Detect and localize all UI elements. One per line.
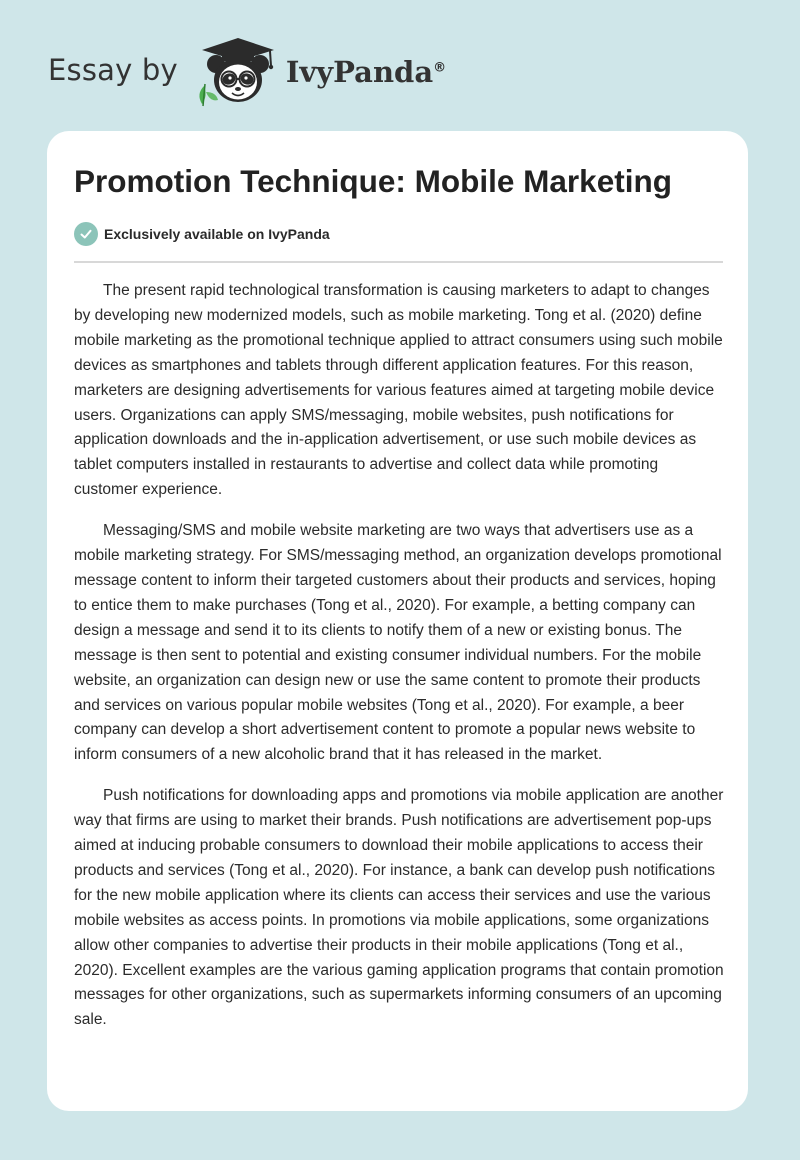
trademark-symbol: ® — [433, 60, 447, 76]
title-divider — [74, 261, 723, 263]
paragraph: Messaging/SMS and mobile website marketing are two ways that advertisers use as a mobile marketing strategy. For SMS/messaging method, an organization develops promotional message content to inform their targeted customers about their products and services, hoping to entice them to make purchases (Tong et al., 2020). For example, a betting company can design a message and send it to its clients to notify them of a new or existing bonus. The message is then sent to potential and existing consumer individual numbers. For the mobile website, an organization can design new or use the same content to promote their products and services on various popular mobile websites (Tong et al., 2020). For example, a beer company can develop a short advertisement content to promote a popular news website to inform consumers of a new alcoholic brand that it has released in the market. — [74, 522, 722, 764]
exclusive-label: Exclusively available on IvyPanda — [104, 226, 330, 242]
essay-card — [47, 131, 748, 1111]
paragraph: Push notifications for downloading apps and promotions via mobile application are another way that firms are using to market their brands. Push notifications are advertisement pop-ups aimed at inducing probable consumers to download their mobile applications to access their products and services (Tong et al., 2020). For instance, a bank can develop push notifications for the new mobile application where its clients can access their services and use the various mobile websites as access points. In promotions via mobile applications, some organizations allow other companies to advertise their products in their mobile applications (Tong et al., 2020). Excellent examples are the various gaming application programs that contain promotion messages for other organizations, such as supermarkets informing consumers of an upcoming sale. — [74, 787, 724, 1029]
ivypanda-logo-icon — [194, 34, 282, 108]
checkmark-icon — [74, 222, 98, 246]
essay-by-label: Essay by — [48, 53, 178, 87]
essay-body — [74, 279, 724, 1049]
brand-header — [48, 34, 446, 108]
paragraph: The present rapid technological transformation is causing marketers to adapt to changes by developing new modernized models, such as mobile marketing. Tong et al. (2020) define mobile marketing as the promotional technique applied to attract consumers using such mobile devices as smartphones and tablets through different application features. For this reason, marketers are designing advertisements for various features aimed at targeting mobile device users. Organizations can apply SMS/messaging, mobile websites, push notifications for application downloads and the in-application advertisement, or use such mobile devices as tablet computers installed in restaurants to advertise and collect data while promoting customer experience. — [74, 282, 723, 499]
exclusive-badge — [74, 222, 330, 246]
ivypanda-brand-name: IvyPanda® — [285, 55, 447, 89]
essay-title: Promotion Technique: Mobile Marketing — [74, 163, 672, 199]
